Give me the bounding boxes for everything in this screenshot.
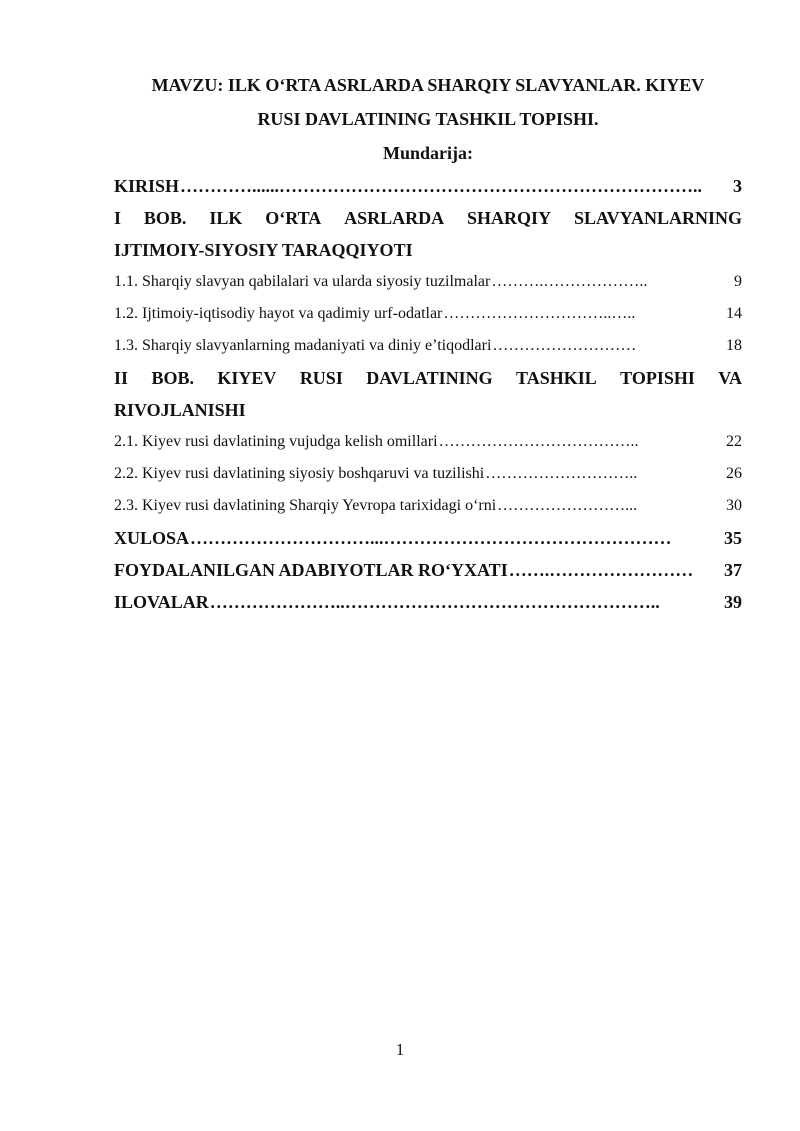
chapter-1-heading-line-2: IJTIMOIY-SIYOSIY TARAQQIYOTI [114,240,413,260]
toc-page-number: 30 [726,497,742,514]
toc-entry-2-3[interactable] [114,490,742,522]
toc-page-number: 35 [724,528,742,548]
toc-page-number: 37 [724,560,742,580]
contents-heading: Mundarija: [383,143,473,163]
chapter-1-word: ASRLARDA [344,208,445,228]
chapter-1-word: O‘RTA [265,208,322,228]
toc-leader-dots: ……………………….. [485,465,638,482]
toc-page-number: 22 [726,433,742,450]
chapter-2-word: TOPISHI [620,368,695,388]
toc-page-number: 26 [726,465,742,482]
toc-entry-label: 2.1. Kiyev rusi davlatining vujudga kelish omillari [114,433,438,450]
toc-chapter-1[interactable] [114,202,742,266]
toc-entry-label: ILOVALAR [114,592,209,612]
toc-entry-references[interactable] [114,554,742,586]
toc-entry-1-1[interactable] [114,266,742,298]
toc-entry-label: 2.2. Kiyev rusi davlatining siyosiy boshqaruvi va tuzilishi [114,465,485,482]
chapter-2-word: II [114,368,129,388]
toc-entry-2-2[interactable] [114,458,742,490]
toc-leader-dots: …………………………...………………………………………… [190,528,672,548]
table-of-contents [114,170,742,618]
toc-entry-label: 2.3. Kiyev rusi davlatining Sharqiy Yevropa tarixidagi o‘rni [114,497,497,514]
toc-leader-dots: ……………………… [492,337,637,354]
toc-leader-dots: …….…………………… [508,560,694,580]
toc-chapter-2[interactable] [114,362,742,426]
chapter-1-word: SLAVYANLARNING [573,208,742,228]
toc-page-number: 14 [726,305,742,322]
chapter-2-word: BOB. [151,368,194,388]
toc-leader-dots: ……………………………….. [438,433,639,450]
toc-leader-dots: ……………………... [497,497,638,514]
toc-entry-label: KIRISH [114,176,180,196]
toc-entry-1-2[interactable] [114,298,742,330]
toc-leader-dots: …………......…………………………………………………………….. [180,176,703,196]
chapter-2-heading-line-2: RIVOJLANISHI [114,400,246,420]
document-page [114,68,742,618]
toc-page-number: 3 [733,176,742,196]
chapter-1-word: SHARQIY [467,208,552,228]
document-title-line-1: MAVZU: ILK O‘RTA ASRLARDA SHARQIY SLAVYANLAR. KIYEV [151,75,705,95]
toc-entry-conclusion[interactable] [114,522,742,554]
toc-entry-label: 1.2. Ijtimoiy-iqtisodiy hayot va qadimiy urf-odatlar [114,305,443,322]
chapter-1-word: ILK [209,208,243,228]
toc-entry-label: XULOSA [114,528,190,548]
toc-entry-label: FOYDALANILGAN ADABIYOTLAR RO‘YXATI [114,560,508,580]
chapter-2-word: TASHKIL [516,368,597,388]
toc-leader-dots: …………………..…………………………………………….. [209,592,660,612]
toc-entry-2-1[interactable] [114,426,742,458]
toc-entry-1-3[interactable] [114,330,742,362]
toc-entry-label: 1.3. Sharqiy slavyanlarning madaniyati va diniy e’tiqodlari [114,337,492,354]
toc-entry-appendices[interactable] [114,586,742,618]
chapter-2-word: DAVLATINING [366,368,493,388]
chapter-1-word: BOB. [143,208,187,228]
toc-page-number: 39 [724,592,742,612]
chapter-1-word: I [114,208,122,228]
chapter-2-word: KIYEV [217,368,277,388]
toc-leader-dots: …………………………..….. [443,305,636,322]
chapter-1-heading-line-1 [114,202,742,234]
page-number: 1 [395,1040,405,1059]
document-title-line-2: RUSI DAVLATINING TASHKIL TOPISHI. [257,109,599,129]
toc-page-number: 9 [734,273,742,290]
toc-entry-label: 1.1. Sharqiy slavyan qabilalari va ularda siyosiy tuzilmalar [114,273,491,290]
chapter-2-word: VA [718,368,742,388]
toc-page-number: 18 [726,337,742,354]
chapter-2-heading-line-1 [114,362,742,394]
chapter-2-word: RUSI [299,368,343,388]
toc-leader-dots: ……….……………….. [491,273,648,290]
toc-entry-intro[interactable] [114,170,742,202]
